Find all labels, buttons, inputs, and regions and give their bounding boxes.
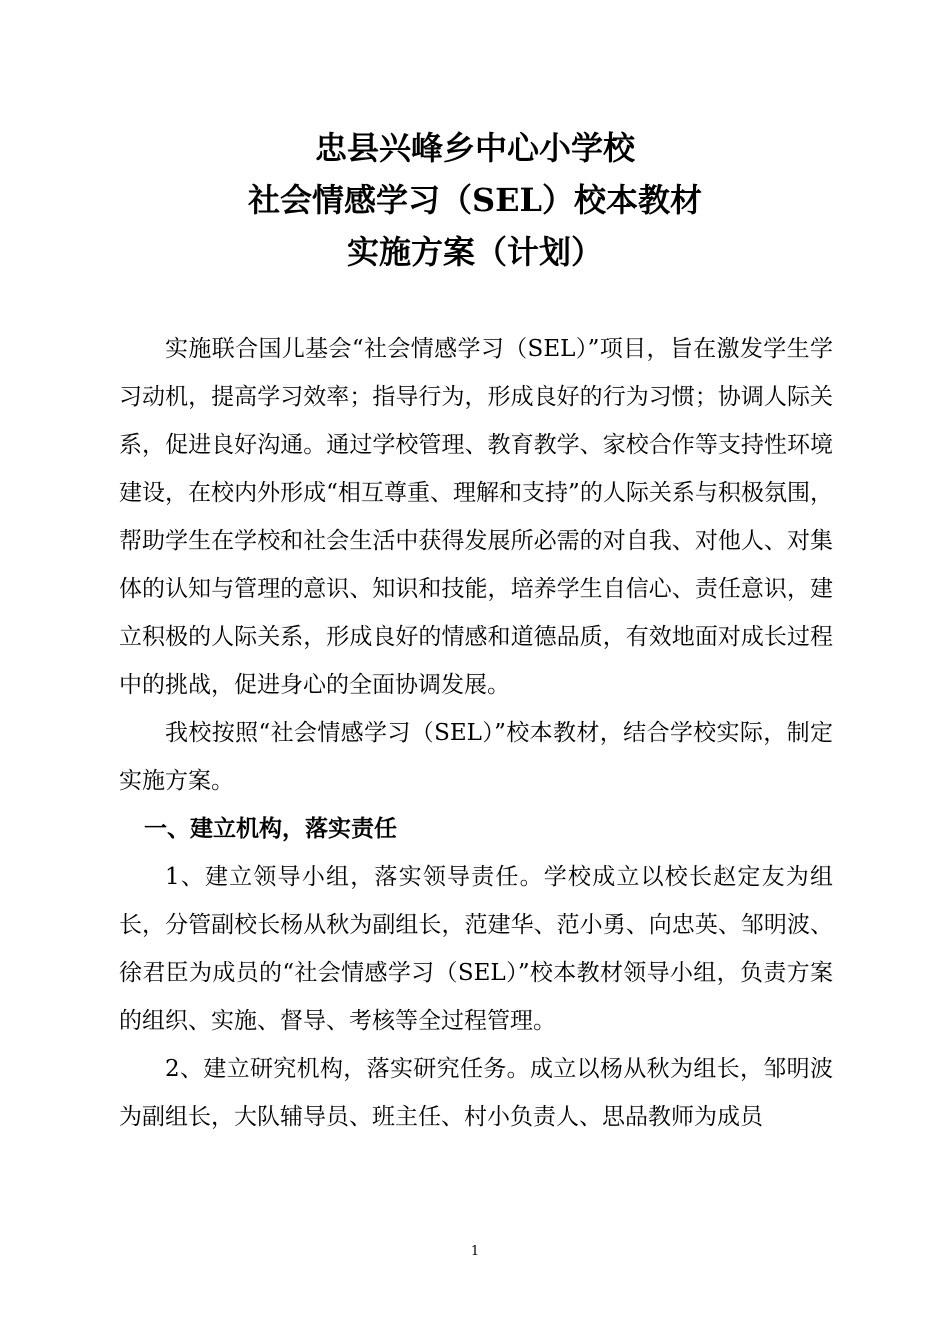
- paragraph-intro-2: 我校按照“社会情感学习（SEL）”校本教材，结合学校实际，制定实施方案。: [119, 720, 833, 794]
- document-body: [119, 325, 833, 1141]
- section-heading-1: 一、建立机构，落实责任: [144, 815, 397, 842]
- paragraph-item-1: 1、建立领导小组，落实领导责任。学校成立以校长赵定友为组长，分管副校长杨从秋为副组长，范建华、范小勇、向忠英、邹明波、徐君臣为成员的“社会情感学习（SEL）”校本教材领导小组，负责方案的组织、实施、督导、考核等全过程管理。: [119, 864, 833, 1034]
- title-line-plan: 实施方案（计划）: [346, 233, 603, 271]
- title-line-school: 忠县兴峰乡中心小学校: [314, 129, 635, 167]
- title-line-subject: 社会情感学习（SEL）校本教材: [247, 181, 702, 219]
- paragraph-intro-1: 实施联合国儿基会“社会情感学习（SEL）”项目，旨在激发学生学习动机，提高学习效率；指导行为，形成良好的行为习惯；协调人际关系，促进良好沟通。通过学校管理、教育教学、家校合作等支持性环境建设，在校内外形成“相互尊重、理解和支持”的人际关系与积极氛围，帮助学生在学校和社会生活中获得发展所必需的对自我、对他人、对集体的认知与管理的意识、知识和技能，培养学生自信心、责任意识，建立积极的人际关系，形成良好的情感和道德品质，有效地面对成长过程中的挑战，促进身心的全面协调发展。: [119, 336, 833, 698]
- paragraph-item-2: 2、建立研究机构，落实研究任务。成立以杨从秋为组长，邹明波为副组长，大队辅导员、班主任、村小负责人、思品教师为成员: [119, 1056, 833, 1130]
- page-number: 1: [470, 1244, 480, 1259]
- document-title: [0, 122, 950, 278]
